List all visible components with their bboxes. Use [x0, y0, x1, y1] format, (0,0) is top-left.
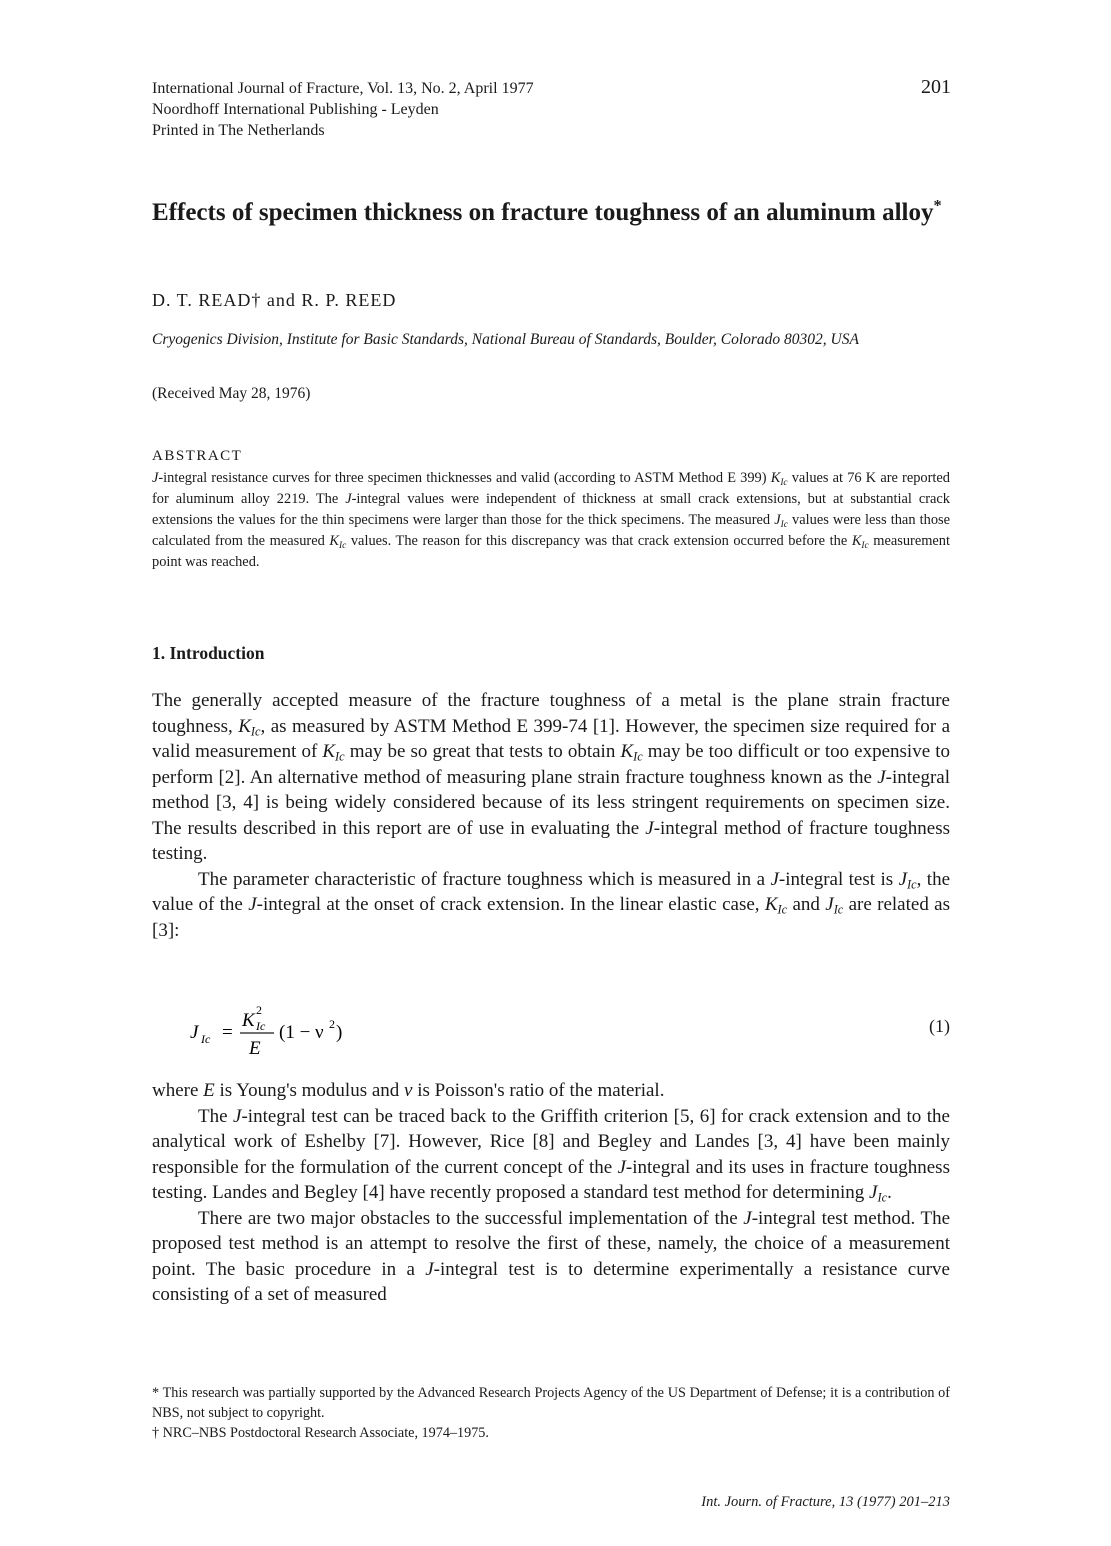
sym-kic: $K_{Ic}$ — [770, 470, 788, 488]
equation-1 — [190, 1000, 950, 1058]
paragraph-3: where E is Young's modulus and ν is Poisson's ratio of the material. — [152, 1080, 665, 1101]
footnote-postdoc: † NRC–NBS Postdoctoral Research Associate, 1974–1975. — [152, 1425, 489, 1441]
section-heading-introduction: 1. Introduction — [152, 643, 265, 663]
sym-j: J — [345, 491, 352, 507]
eq-equals: = — [222, 1022, 233, 1043]
received-date: (Received May 28, 1976) — [152, 385, 311, 402]
abstract-seg: -integral resistance curves for three specimen thicknesses and valid (according to ASTM Method E 399) — [158, 470, 767, 486]
eq-paren-sup: 2 — [329, 1017, 335, 1031]
eq-paren: (1 − ν — [279, 1022, 324, 1043]
sym-kic: $K_{Ic}$ — [620, 741, 643, 764]
paragraph-4: The J-integral test can be traced back to the Griffith criterion [5, 6] for crack extension and to the analytical work of Eshelby [7]. However, Rice [8] and Begley and Landes [3, 4] have been mainly responsible for the formulation of the current concept of the J-integral and its uses in fracture toughness testing. Landes and Begley [4] have recently proposed a standard test method for determining $J_{Ic}$. — [152, 1105, 950, 1205]
sym-kic: $K_{Ic}$ — [238, 715, 261, 739]
abstract-label: ABSTRACT — [152, 448, 243, 464]
header-journal-line: International Journal of Fracture, Vol. 13, No. 2, April 1977 — [152, 80, 534, 97]
header-printed-line: Printed in The Netherlands — [152, 122, 325, 139]
sym-jic: $J_{Ic}$ — [774, 512, 788, 530]
abstract-seg: values were less than those calculated from the measured — [152, 512, 951, 549]
eq-num-k: K — [242, 1010, 255, 1031]
abstract-seg: values. The reason for this discrepancy was that crack extension occurred before the — [346, 533, 852, 549]
abstract-seg: values at 76 K are reported for aluminum alloy 2219. The — [152, 470, 950, 507]
author-read: D. T. READ — [152, 290, 252, 310]
paragraph-2: The parameter characteristic of fracture toughness which is measured in a J-integral test is $J_{Ic}$, the value of the J-integral at the onset of crack extension. In the linear elastic case, $K_{Ic}$ and $J_{Ic}$ are related as [3]: — [152, 868, 950, 941]
sym-jic: $J_{Ic}$ — [898, 868, 917, 892]
title-text: Effects of specimen thickness on fracture toughness of an aluminum alloy — [152, 199, 934, 226]
footnote-funding: * This research was partially supported by the Advanced Research Projects Agency of the US Department of Defense; it is a contribution of NBS, not subject to copyright. — [152, 1385, 950, 1421]
sym-j: J — [152, 470, 159, 486]
journal-citation: Int. Journ. of Fracture, 13 (1977) 201–213 — [701, 1494, 950, 1510]
article-title — [152, 196, 950, 229]
eq-paren-close: ) — [336, 1022, 343, 1043]
author-reed: R. P. REED — [301, 290, 397, 310]
sym-j: J — [743, 1207, 752, 1229]
equation-graphic — [190, 1000, 430, 1062]
sym-e: E — [203, 1080, 215, 1101]
abstract-seg: -integral values were independent of thickness at small crack extensions, but at substantial crack extensions the values for the thin specimens were larger than those for the thick specimens. The measured — [152, 491, 950, 528]
eq-lhs-sub: Ic — [201, 1032, 211, 1046]
sym-j: J — [248, 894, 257, 915]
sym-jic: $J_{Ic}$ — [825, 894, 844, 917]
sym-kic: $K_{Ic}$ — [764, 894, 788, 917]
page-number: 201 — [921, 76, 951, 98]
paragraph-1: The generally accepted measure of the fracture toughness of a metal is the plane strain fracture toughness, $K_{Ic}$, as measured by ASTM Method E 399-74 [1]. However, the specimen size required for a valid measurement of $K_{Ic}$ may be so great that tests to obtain $K_{Ic}$ may be too difficult or too expensive to perform [2]. An alternative method of measuring plane strain fracture toughness known as the J-integral method [3, 4] is being widely considered because of its less stringent requirements on specimen size. The results described in this report are of use in evaluating the J-integral method of fracture toughness testing. — [152, 690, 951, 864]
abstract-seg: measurement point was reached. — [152, 533, 950, 570]
intro-body-continued — [152, 1078, 950, 1308]
eq-lhs: J — [190, 1022, 199, 1043]
affiliation: Cryogenics Division, Institute for Basic Standards, National Bureau of Standards, Boulder, Colorado 80302, USA — [152, 331, 859, 348]
eq-num-sub: Ic — [256, 1019, 266, 1033]
abstract-text — [152, 468, 950, 573]
sym-kic: $K_{Ic}$ — [851, 533, 869, 551]
title-footnote-mark: * — [933, 196, 942, 215]
sym-j: J — [877, 766, 886, 788]
eq-den: E — [249, 1038, 261, 1059]
author-conjunction: and — [266, 290, 296, 310]
sym-j: J — [425, 1258, 434, 1280]
footnotes — [152, 1383, 950, 1443]
sym-nu: ν — [404, 1080, 413, 1101]
sym-j: J — [645, 817, 654, 839]
header-publisher-line: Noordhoff International Publishing - Leyden — [152, 101, 439, 118]
author-read-mark: † — [251, 290, 262, 310]
running-header — [152, 78, 534, 141]
sym-j: J — [233, 1105, 242, 1127]
equation-number: (1) — [929, 1016, 950, 1036]
sym-kic: $K_{Ic}$ — [322, 741, 345, 764]
sym-j: J — [770, 868, 779, 890]
author-line — [152, 290, 396, 311]
sym-jic: $J_{Ic}$ — [869, 1182, 888, 1205]
sym-j: J — [617, 1156, 626, 1178]
intro-body — [152, 688, 950, 943]
sym-kic: $K_{Ic}$ — [329, 533, 347, 551]
eq-num-sup: 2 — [256, 1003, 262, 1017]
paragraph-5: There are two major obstacles to the successful implementation of the J-integral test method. The proposed test method is an attempt to resolve the first of these, namely, the choice of a measurement point. The basic procedure in a J-integral test is to determine experimentally a resistance curve consisting of a set of measured — [152, 1207, 950, 1305]
